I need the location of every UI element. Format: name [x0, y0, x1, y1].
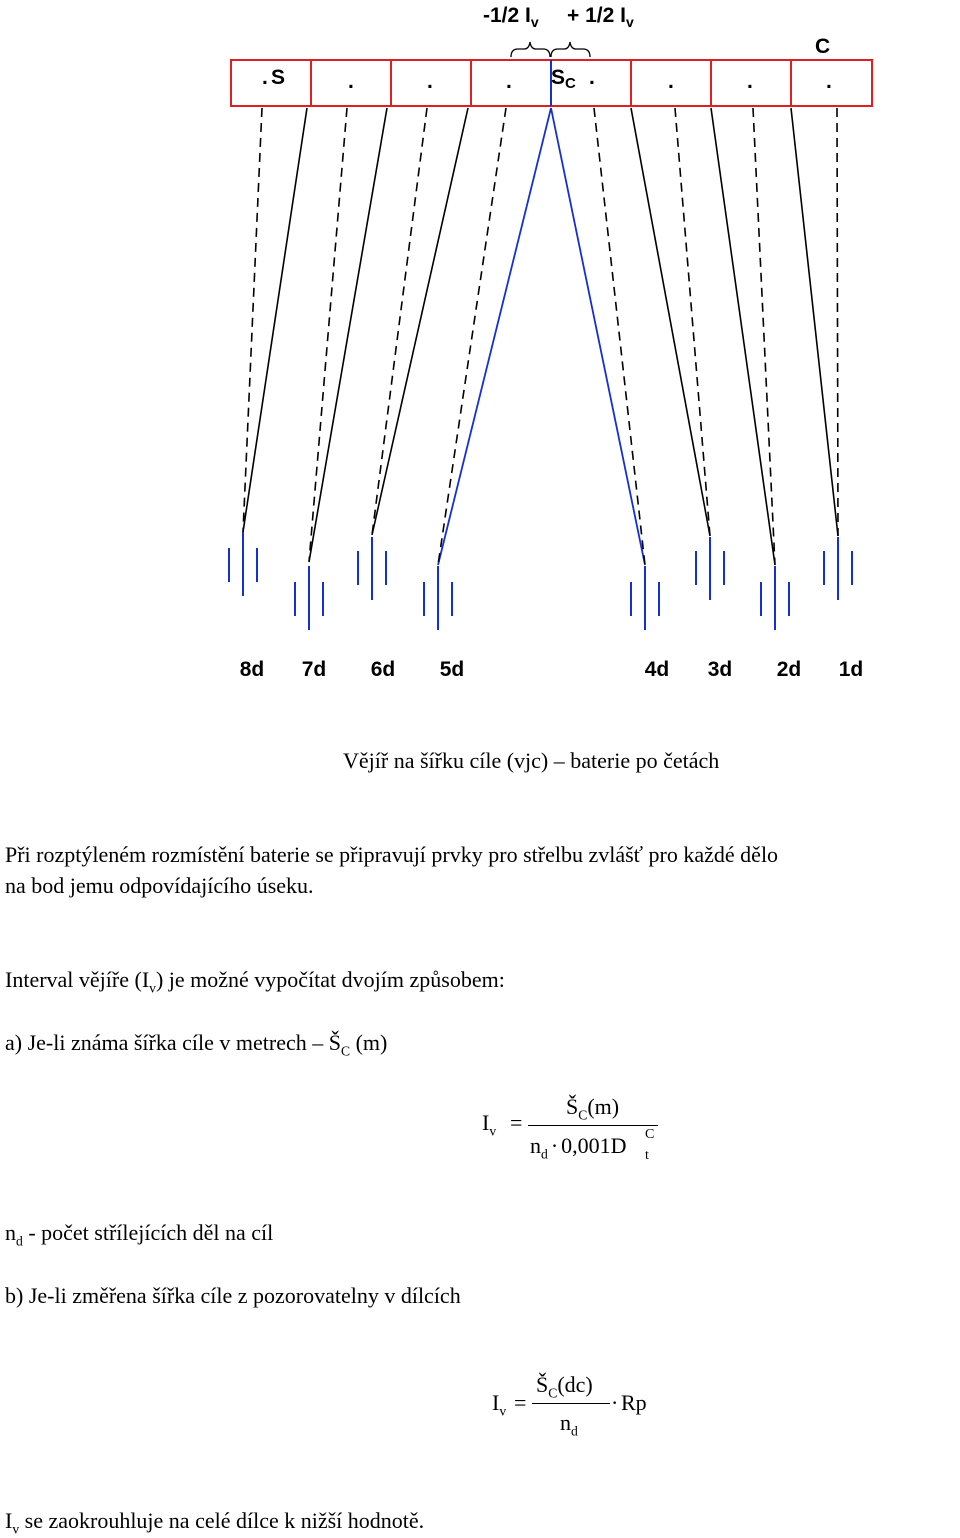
formula-a-fraction-bar	[528, 1125, 658, 1126]
nd-note: $n_d$ - počet střílejících děl na cíl	[5, 1220, 274, 1249]
center-fire-lines	[438, 108, 645, 565]
dashed-lines	[243, 108, 838, 565]
caption-left: Vějíř na šířku cíle (vjc)	[343, 748, 549, 773]
formula-a-sub: t	[645, 1148, 649, 1163]
gun-7d-icon	[295, 566, 323, 630]
fan-diagram	[0, 0, 960, 700]
formula-b-rp: Rp	[621, 1390, 647, 1415]
gun-label: 1d	[838, 658, 864, 681]
fire-line	[711, 108, 775, 565]
left-brace-icon	[511, 42, 550, 57]
gun-8d-icon	[229, 532, 257, 596]
dashed-line	[309, 108, 347, 562]
fire-line	[631, 108, 710, 536]
gun-label: 3d	[707, 658, 733, 681]
dashed-line	[837, 108, 838, 536]
formula-a	[482, 1088, 682, 1168]
gun-5d-icon	[424, 566, 452, 630]
gun-label: 6d	[370, 658, 396, 681]
formula-b-denominator: $n_d$	[560, 1410, 578, 1439]
interval-minus-label: -1/2 $I_v$	[483, 4, 539, 30]
target-dot: .	[506, 70, 512, 93]
gun-label: 2d	[776, 658, 802, 681]
target-dot: .	[589, 66, 595, 89]
formula-a-denominator: $n_d \cdot 0,001D$	[530, 1133, 627, 1162]
dashed-line	[438, 108, 506, 565]
interval-plus-label: + 1/2 $I_v$	[567, 4, 634, 30]
formula-a-equals: =	[510, 1110, 523, 1135]
case-b-line: b) Je-li změřena šířka cíle z pozorovatelny v dílcích	[5, 1283, 461, 1308]
gun-1d-icon	[824, 537, 852, 600]
formula-a-numerator: $Š_C(m)$	[566, 1094, 620, 1123]
dashed-line	[753, 108, 775, 565]
target-dot: .	[826, 70, 832, 93]
fire-line	[309, 108, 387, 562]
gun-4d-icon	[631, 566, 659, 630]
gun-6d-icon	[358, 537, 386, 600]
center-fire-line	[438, 108, 551, 565]
target-start-label: S	[271, 66, 286, 89]
formula-a-lhs: $I_v$	[482, 1110, 497, 1139]
interval-paragraph: Interval vějíře $(I_v)$ je možné vypočítat dvojím způsobem:	[5, 967, 505, 996]
formula-b-fraction-bar	[532, 1403, 610, 1404]
target-dot: .	[262, 66, 268, 89]
formula-b-lhs: $I_v$	[492, 1390, 507, 1419]
fire-line	[791, 108, 838, 536]
diagram-caption	[343, 748, 719, 774]
gun-3d-icon	[696, 537, 724, 600]
paragraph-line: na bod jemu odpovídajícího úseku.	[5, 873, 314, 898]
target-end-label: C	[815, 35, 831, 58]
target-dot: .	[668, 70, 674, 93]
right-brace-icon	[551, 42, 590, 57]
fire-line	[372, 108, 468, 535]
target-center-label: SC	[551, 66, 576, 92]
paragraph-line: Při rozptýleném rozmístění baterie se připravují prvky pro střelbu zvlášť pro každé dělo	[5, 842, 779, 867]
gun-label: 4d	[644, 658, 670, 681]
formula-b-equals: =	[514, 1390, 527, 1415]
case-a-line: a) Je-li známa šířka cíle v metrech – $Š_C$ (m)	[5, 1030, 388, 1059]
gun-label: 8d	[239, 658, 265, 681]
caption-dash: –	[553, 748, 565, 773]
dashed-line	[594, 108, 645, 565]
final-note: $I_v$ se zaokrouhluje na celé dílce k nižší hodnotě.	[5, 1508, 425, 1537]
formula-a-sup: C	[645, 1127, 655, 1142]
formula-b	[492, 1368, 692, 1448]
guns	[229, 532, 852, 630]
dashed-line	[675, 108, 710, 536]
fire-lines	[243, 108, 838, 565]
formula-b-dot: ·	[611, 1390, 619, 1415]
target-dot: .	[747, 70, 753, 93]
dashed-line	[372, 108, 427, 535]
center-fire-line	[551, 108, 645, 565]
target-dot: .	[348, 70, 354, 93]
target-dot: .	[427, 70, 433, 93]
caption-right: baterie po četách	[570, 748, 720, 773]
formula-b-numerator: $Š_C(dc)$	[536, 1372, 593, 1401]
gun-2d-icon	[761, 566, 789, 630]
gun-label: 5d	[439, 658, 465, 681]
gun-label: 7d	[301, 658, 327, 681]
